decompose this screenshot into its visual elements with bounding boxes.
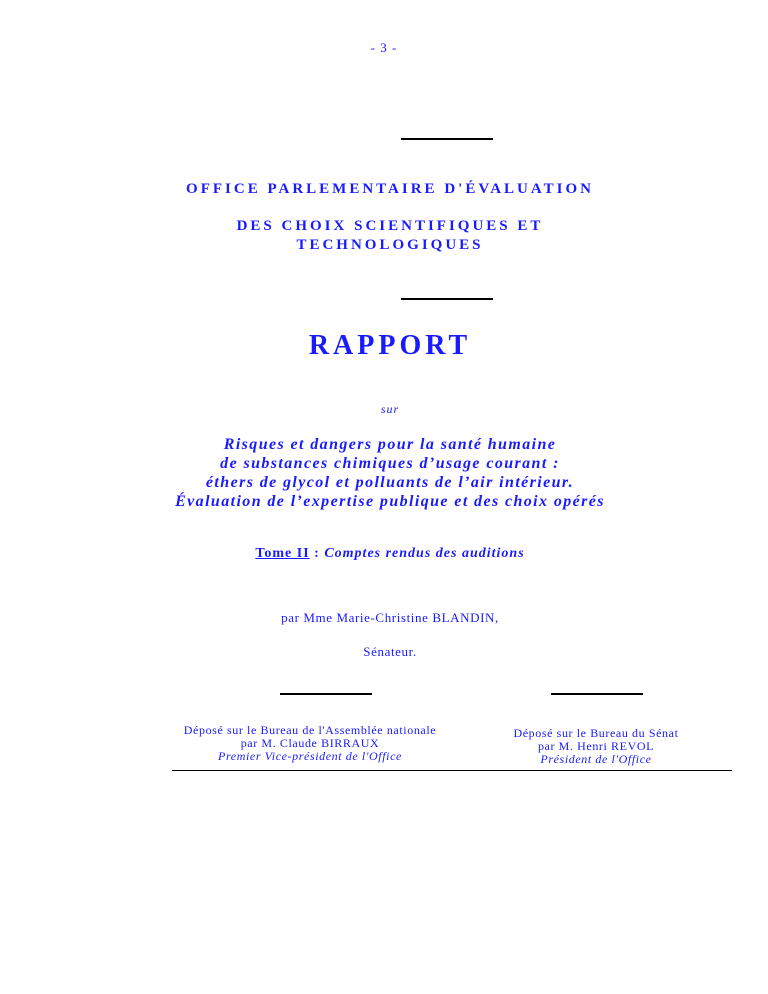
deposit-assemblee-line1: Déposé sur le Bureau de l'Assemblée nationale <box>183 723 437 737</box>
report-sur: sur <box>380 402 400 416</box>
deposit-senat-line3: Président de l'Office <box>540 752 652 766</box>
deposit-senat-line2: par M. Henri REVOL <box>537 739 655 753</box>
report-subject <box>120 435 660 511</box>
subject-line-2: de substances chimiques d’usage courant : <box>220 455 560 472</box>
author-role: Sénateur. <box>363 644 417 659</box>
deposit-senat <box>496 727 696 766</box>
subject-line-1: Risques et dangers pour la santé humaine <box>223 436 557 453</box>
office-title-line2: DES CHOIX SCIENTIFIQUES ET <box>236 218 544 234</box>
tome-label: Tome II <box>255 546 310 561</box>
report-title: RAPPORT <box>308 330 472 361</box>
tome-line <box>150 546 630 562</box>
bottom-rule <box>172 770 732 771</box>
top-separator-rule <box>401 138 493 140</box>
tome-separator: : <box>309 546 325 561</box>
office-title-line3: TECHNOLOGIQUES <box>296 237 484 253</box>
office-title-line1: OFFICE PARLEMENTAIRE D'ÉVALUATION <box>186 181 594 197</box>
report-author: par Mme Marie-Christine BLANDIN, <box>281 610 499 625</box>
tome-title: Comptes rendus des auditions <box>324 546 525 561</box>
right-deposit-rule <box>551 693 643 695</box>
subject-line-4: Évaluation de l’expertise publique et des choix opérés <box>175 493 605 510</box>
subject-line-3: éthers de glycol et polluants de l’air intérieur. <box>205 474 575 491</box>
deposit-senat-line1: Déposé sur le Bureau du Sénat <box>513 726 679 740</box>
office-title-block <box>180 217 600 255</box>
middle-separator-rule <box>401 298 493 300</box>
deposit-assemblee-line3: Premier Vice-président de l'Office <box>218 749 402 763</box>
deposit-assemblee-line2: par M. Claude BIRRAUX <box>240 736 380 750</box>
deposit-assemblee <box>160 724 460 763</box>
left-deposit-rule <box>280 693 372 695</box>
page-number: - 3 - <box>370 40 398 55</box>
